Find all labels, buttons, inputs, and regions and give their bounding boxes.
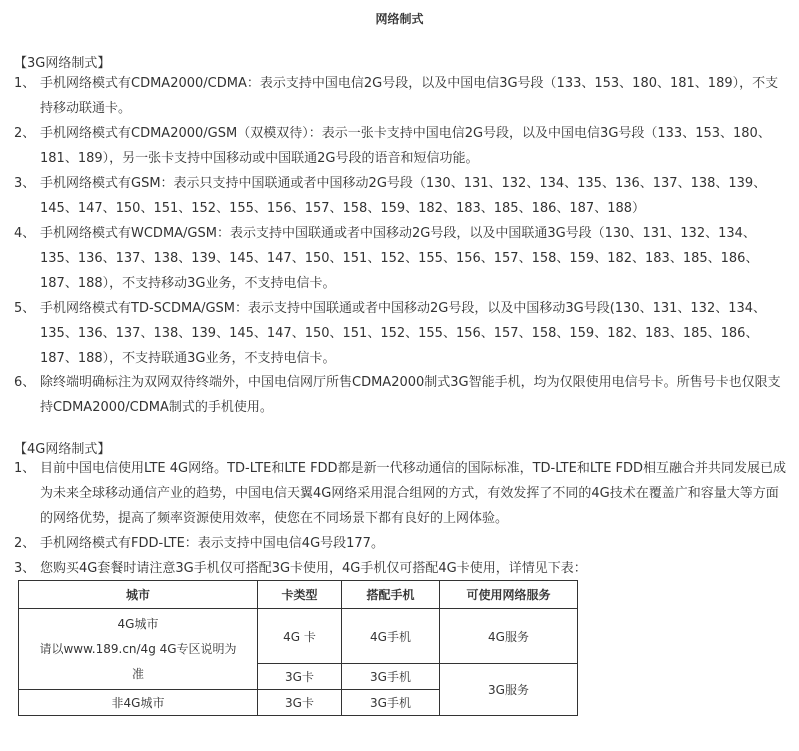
item-number: 2、: [14, 536, 36, 551]
table-row: [19, 609, 578, 664]
page-title: 网络制式: [375, 12, 424, 26]
item-number: 6、: [14, 375, 36, 390]
list-item-3g-6: [0, 370, 790, 420]
item-text: 手机网络模式有WCDMA/GSM：表示支持中国联通或者中国移动2G号段，以及中国联通3G号段（130、131、132、134、135、136、137、138、139、145、147、150、151、152、155、156、157、158、159、182、183、185、186、187、188），不支持移动3G业务，不支持电信卡。: [40, 226, 759, 291]
cell-card: 4G 卡: [258, 609, 342, 664]
cell-phone: 3G手机: [342, 690, 440, 716]
cell-city-4g: [19, 609, 258, 690]
item-text: 手机网络模式有FDD-LTE：表示支持中国电信4G号段177。: [40, 536, 384, 551]
item-text: 手机网络模式有TD-SCDMA/GSM：表示支持中国联通或者中国移动2G号段，以及中国移动3G号段(130、131、132、134、135、136、137、138、139、145、147、150、151、152、155、156、157、158、159、182、183、185、186、187、188），不支持联通3G业务，不支持电信卡。: [40, 301, 767, 366]
cell-card: 3G卡: [258, 664, 342, 690]
item-text: 手机网络模式有GSM：表示只支持中国联通或者中国移动2G号段（130、131、132、134、135、136、137、138、139、145、147、150、151、152、155、156、157、158、159、182、183、185、186、187、188）: [40, 176, 767, 216]
item-number: 4、: [14, 226, 36, 241]
item-number: 5、: [14, 301, 36, 316]
list-item-3g-2: [0, 121, 790, 171]
item-number: 1、: [14, 461, 36, 476]
item-text: 除终端明确标注为双网双待终端外，中国电信网厅所售CDMA2000制式3G智能手机，均为仅限使用电信号卡。所售号卡也仅限支持CDMA2000/CDMA制式的手机使用。: [40, 375, 781, 415]
cell-city-non4g: 非4G城市: [19, 690, 258, 716]
header-card-type: 卡类型: [258, 581, 342, 609]
item-text: 目前中国电信使用LTE 4G网络。TD-LTE和LTE FDD都是新一代移动通信的国际标准，TD-LTE和LTE FDD相互融合并共同发展已成为未来全球移动通信产业的趋势，中国电信天翼4G网络采用混合组网的方式，有效发挥了不同的4G技术在覆盖广和容量大等方面的网络优势，提高了频率资源使用效率，使您在不同场景下都有良好的上网体验。: [40, 461, 787, 526]
cell-service: 4G服务: [440, 609, 578, 664]
list-item-3g-1: [0, 71, 790, 121]
header-city: 城市: [19, 581, 258, 609]
list-item-4g-2: [0, 531, 790, 556]
item-number: 3、: [14, 176, 36, 191]
item-number: 1、: [14, 76, 36, 91]
list-item-4g-1: [0, 456, 790, 531]
cell-card: 3G卡: [258, 690, 342, 716]
network-service-table: [18, 580, 578, 716]
list-item-3g-4: [0, 221, 790, 296]
city-4g-line: 请以www.189.cn/4g 4G专区说明为: [39, 641, 237, 656]
item-number: 3、: [14, 561, 36, 576]
header-service: 可使用网络服务: [440, 581, 578, 609]
cell-phone: 4G手机: [342, 609, 440, 664]
item-text: 您购买4G套餐时请注意3G手机仅可搭配3G卡使用，4G手机仅可搭配4G卡使用，详情见下表：: [40, 561, 587, 576]
list-item-3g-5: [0, 296, 790, 371]
city-4g-line: 准: [131, 666, 144, 681]
list-item-3g-3: [0, 171, 790, 221]
item-text: 手机网络模式有CDMA2000/CDMA：表示支持中国电信2G号段，以及中国电信3G号段（133、153、180、181、189），不支持移动联通卡。: [40, 76, 779, 116]
city-4g-line: 4G城市: [117, 616, 159, 631]
cell-phone: 3G手机: [342, 664, 440, 690]
header-phone: 搭配手机: [342, 581, 440, 609]
item-text: 手机网络模式有CDMA2000/GSM（双模双待）：表示一张卡支持中国电信2G号段，以及中国电信3G号段（133、153、180、181、189），另一张卡支持中国移动或中国联通2G号段的语音和短信功能。: [40, 126, 771, 166]
table-header-row: [19, 581, 578, 609]
section-heading-4g: 【4G网络制式】: [14, 442, 111, 457]
cell-service-3g: 3G服务: [440, 664, 578, 716]
item-number: 2、: [14, 126, 36, 141]
list-item-4g-3: [0, 556, 790, 581]
section-heading-3g: 【3G网络制式】: [14, 56, 111, 71]
